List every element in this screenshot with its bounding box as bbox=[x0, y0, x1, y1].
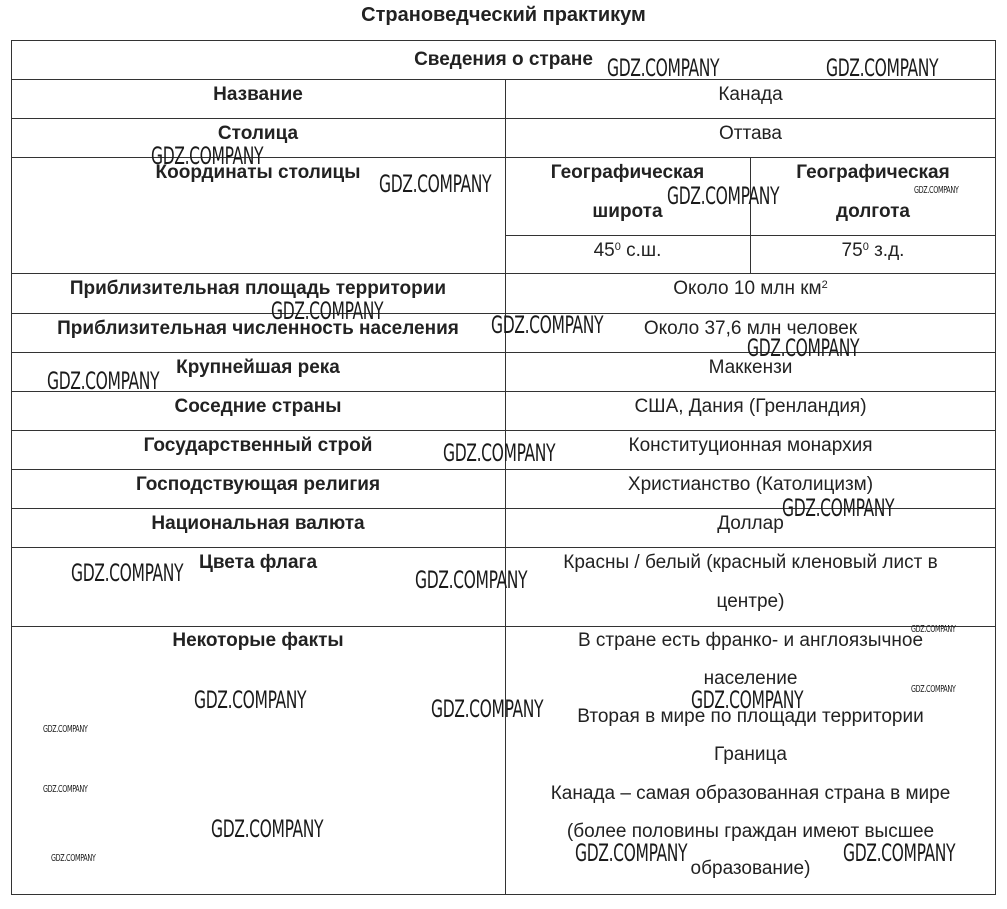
value-capital: Оттава bbox=[719, 123, 782, 144]
fact-line: (более половины граждан имеют высшее bbox=[566, 821, 935, 842]
value-area bbox=[505, 269, 996, 311]
watermark: GDZ.COMPANY bbox=[911, 684, 956, 695]
watermark: GDZ.COMPANY bbox=[47, 367, 160, 395]
fact-line: В стране есть франко- и англоязычное bbox=[577, 630, 924, 651]
watermark: GDZ.COMPANY bbox=[911, 624, 956, 635]
fact-line: Канада – самая образованная страна в мире bbox=[550, 783, 951, 804]
watermark: GDZ.COMPANY bbox=[691, 686, 804, 714]
value-latitude bbox=[505, 231, 750, 273]
latitude-number: 45 bbox=[593, 240, 615, 261]
label-currency: Национальная валюта bbox=[151, 513, 365, 534]
label-religion: Господствующая религия bbox=[135, 474, 381, 495]
watermark: GDZ.COMPANY bbox=[43, 784, 88, 795]
label-river: Крупнейшая река bbox=[176, 357, 340, 378]
value-population: Около 37,6 млн человек bbox=[643, 318, 858, 339]
value-religion: Христианство (Католицизм) bbox=[627, 474, 874, 495]
label-neighbors: Соседние страны bbox=[174, 396, 342, 417]
fact-line: образование) bbox=[690, 858, 811, 879]
watermark: GDZ.COMPANY bbox=[667, 182, 780, 210]
watermark: GDZ.COMPANY bbox=[843, 839, 956, 867]
watermark: GDZ.COMPANY bbox=[782, 494, 895, 522]
label-coordinates: Координаты столицы bbox=[155, 162, 361, 183]
value-neighbors: США, Дания (Гренландия) bbox=[634, 396, 867, 417]
watermark: GDZ.COMPANY bbox=[71, 559, 184, 587]
label-latitude-line2: широта bbox=[592, 201, 663, 222]
longitude-number: 75 bbox=[841, 240, 863, 261]
label-area: Приблизительная площадь территории bbox=[69, 278, 447, 299]
label-longitude-line2: долгота bbox=[836, 201, 910, 222]
fact-line: Граница bbox=[714, 744, 787, 765]
label-population: Приблизительная численность населения bbox=[57, 318, 459, 339]
watermark: GDZ.COMPANY bbox=[43, 724, 88, 735]
latitude-degree: 0 bbox=[614, 241, 621, 253]
label-facts: Некоторые факты bbox=[172, 630, 344, 651]
watermark: GDZ.COMPANY bbox=[607, 54, 720, 82]
watermark: GDZ.COMPANY bbox=[431, 695, 544, 723]
longitude-unit: з.д. bbox=[868, 240, 905, 261]
table-header: Сведения о стране bbox=[414, 49, 593, 70]
label-latitude-line1: Географическая bbox=[550, 162, 705, 183]
label-flag: Цвета флага bbox=[198, 552, 318, 573]
label-longitude-line1: Географическая bbox=[796, 162, 950, 183]
watermark: GDZ.COMPANY bbox=[826, 54, 939, 82]
watermark: GDZ.COMPANY bbox=[747, 334, 860, 362]
value-river: Маккензи bbox=[708, 357, 793, 378]
watermark: GDZ.COMPANY bbox=[379, 170, 492, 198]
watermark: GDZ.COMPANY bbox=[51, 853, 96, 864]
fact-line: Вторая в мире по площади территории bbox=[577, 706, 924, 727]
page-title: Страноведческий практикум bbox=[361, 4, 646, 26]
label-government: Государственный строй bbox=[143, 435, 373, 456]
value-name: Канада bbox=[718, 84, 783, 105]
label-capital: Столица bbox=[217, 123, 299, 144]
watermark: GDZ.COMPANY bbox=[194, 686, 307, 714]
watermark: GDZ.COMPANY bbox=[491, 311, 604, 339]
value-longitude bbox=[750, 231, 996, 273]
latitude-unit: с.ш. bbox=[620, 240, 662, 261]
area-superscript: 2 bbox=[821, 279, 828, 291]
label-name: Название bbox=[213, 84, 303, 105]
value-flag-line1: Красны / белый (красный кленовый лист в bbox=[563, 552, 938, 573]
value-currency: Доллар bbox=[717, 513, 784, 534]
watermark: GDZ.COMPANY bbox=[914, 185, 959, 196]
area-text: Около 10 млн км bbox=[673, 278, 822, 299]
watermark: GDZ.COMPANY bbox=[443, 439, 556, 467]
watermark: GDZ.COMPANY bbox=[575, 839, 688, 867]
watermark: GDZ.COMPANY bbox=[271, 297, 384, 325]
fact-line: население bbox=[703, 668, 798, 689]
watermark: GDZ.COMPANY bbox=[415, 566, 528, 594]
longitude-degree: 0 bbox=[862, 241, 869, 253]
value-flag-line2: центре) bbox=[716, 591, 785, 612]
watermark: GDZ.COMPANY bbox=[211, 815, 324, 843]
watermark: GDZ.COMPANY bbox=[151, 142, 264, 170]
value-government: Конституционная монархия bbox=[628, 435, 873, 456]
